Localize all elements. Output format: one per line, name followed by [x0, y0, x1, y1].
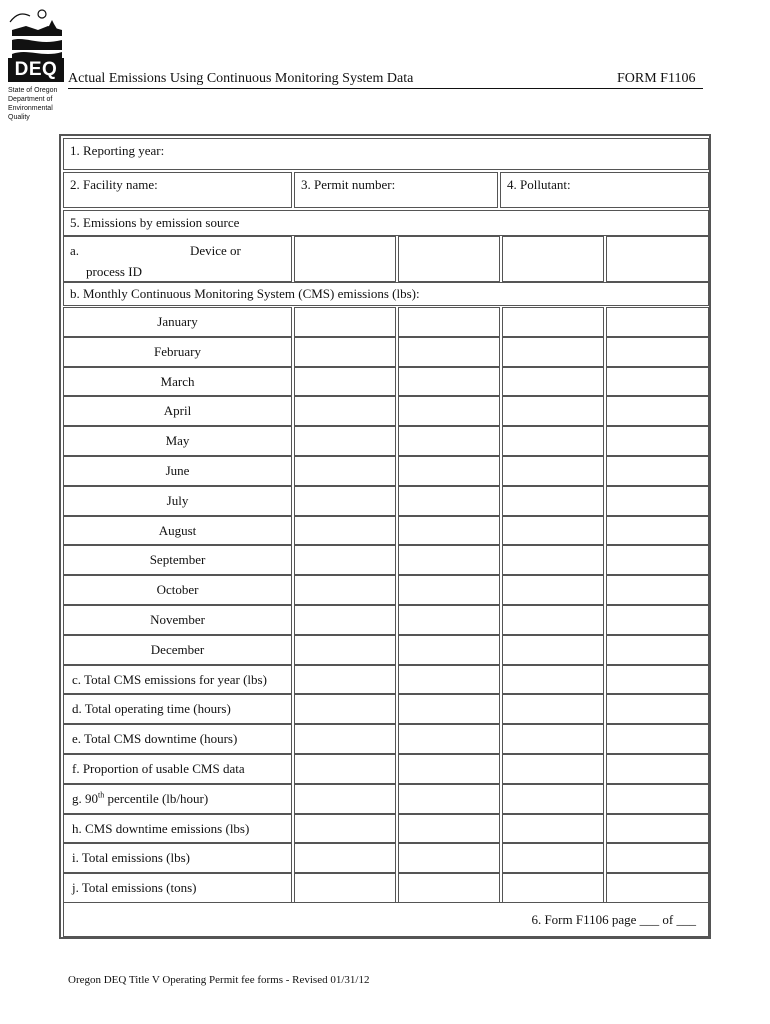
agency-line: Quality: [8, 114, 30, 121]
summary-row-label: g. 90th percentile (lb/hour): [72, 790, 209, 807]
summary-row-input[interactable]: [398, 724, 500, 754]
device-label-2: process ID: [86, 264, 142, 279]
month-row-input[interactable]: [398, 337, 500, 367]
month-row-input[interactable]: [606, 486, 709, 516]
page-count-row: [63, 902, 709, 937]
month-row-input[interactable]: [606, 575, 709, 605]
monthly-cms-label: b. Monthly Continuous Monitoring System (CMS) emissions (lbs):: [70, 286, 420, 301]
month-row-input[interactable]: [294, 545, 396, 575]
month-row: [63, 426, 292, 456]
summary-row-input[interactable]: [502, 665, 604, 695]
month-row-input[interactable]: [606, 337, 709, 367]
pollutant-field[interactable]: [500, 172, 709, 208]
summary-row-input[interactable]: [398, 665, 500, 695]
month-row-input[interactable]: [606, 635, 709, 665]
summary-row-input[interactable]: [502, 724, 604, 754]
month-row-input[interactable]: [502, 516, 604, 546]
device-id-input[interactable]: [606, 236, 709, 282]
agency-line: State of Oregon: [8, 87, 58, 94]
summary-row-input[interactable]: [502, 784, 604, 814]
summary-row-input[interactable]: [606, 814, 709, 844]
summary-row-input[interactable]: [294, 694, 396, 724]
summary-row-input[interactable]: [294, 784, 396, 814]
month-row-input[interactable]: [294, 456, 396, 486]
month-row-input[interactable]: [398, 307, 500, 337]
month-row-input[interactable]: [502, 337, 604, 367]
month-row-input[interactable]: [606, 605, 709, 635]
month-row-input[interactable]: [398, 545, 500, 575]
summary-row-input[interactable]: [502, 873, 604, 903]
summary-row-label: f. Proportion of usable CMS data: [72, 761, 245, 776]
summary-row-input[interactable]: [294, 754, 396, 784]
summary-row-label: j. Total emissions (tons): [72, 880, 197, 896]
permit-number-label: 3. Permit number:: [301, 177, 396, 192]
month-row-input[interactable]: [502, 396, 604, 426]
form-id: FORM F1106: [617, 71, 696, 86]
summary-row-input[interactable]: [606, 873, 709, 903]
month-row: [63, 307, 292, 337]
month-row-label: January: [157, 314, 198, 329]
summary-row-input[interactable]: [294, 665, 396, 695]
landscape-logo-icon: [8, 6, 64, 62]
footer-text: Oregon DEQ Title V Operating Permit fee forms - Revised 01/31/12: [68, 974, 370, 986]
month-row-label: February: [154, 343, 201, 359]
month-row-input[interactable]: [502, 575, 604, 605]
month-row-input[interactable]: [398, 516, 500, 546]
month-row-input[interactable]: [294, 635, 396, 665]
permit-number-field[interactable]: [294, 172, 498, 208]
summary-row-input[interactable]: [294, 814, 396, 844]
month-row-label: April: [163, 403, 192, 419]
month-row-input[interactable]: [606, 456, 709, 486]
month-row-input[interactable]: [398, 396, 500, 426]
summary-row-label: c. Total CMS emissions for year (lbs): [72, 671, 267, 687]
month-row-label: May: [165, 433, 190, 449]
monthly-cms-header: [63, 282, 709, 306]
month-row-input[interactable]: [398, 635, 500, 665]
month-row-input[interactable]: [398, 605, 500, 635]
month-row-input[interactable]: [606, 516, 709, 546]
month-row-input[interactable]: [294, 367, 396, 397]
summary-row-label: d. Total operating time (hours): [72, 701, 231, 717]
month-row: [63, 575, 292, 605]
month-row: [63, 367, 292, 397]
month-row-input[interactable]: [294, 426, 396, 456]
summary-row-input[interactable]: [294, 873, 396, 903]
device-id-input[interactable]: [398, 236, 500, 282]
summary-row: [63, 843, 292, 873]
summary-row-input[interactable]: [606, 665, 709, 695]
device-id-input[interactable]: [294, 236, 396, 282]
month-row-input[interactable]: [398, 367, 500, 397]
month-row-input[interactable]: [502, 545, 604, 575]
summary-row: [63, 784, 292, 814]
summary-row-input[interactable]: [502, 694, 604, 724]
month-row-input[interactable]: [294, 605, 396, 635]
month-row-input[interactable]: [294, 486, 396, 516]
device-label: Device or: [190, 243, 241, 258]
device-id-label-cell: [63, 236, 292, 282]
pollutant-label: 4. Pollutant:: [507, 177, 571, 192]
month-row-input[interactable]: [398, 456, 500, 486]
summary-row: [63, 724, 292, 754]
summary-row-input[interactable]: [294, 724, 396, 754]
summary-row-input[interactable]: [398, 843, 500, 873]
month-row-input[interactable]: [502, 456, 604, 486]
summary-row-input[interactable]: [398, 754, 500, 784]
summary-row-input[interactable]: [502, 843, 604, 873]
month-row-input[interactable]: [502, 426, 604, 456]
summary-row-input[interactable]: [398, 873, 500, 903]
month-row-input[interactable]: [502, 486, 604, 516]
device-id-input[interactable]: [502, 236, 604, 282]
summary-row-input[interactable]: [606, 724, 709, 754]
summary-row-input[interactable]: [606, 843, 709, 873]
summary-row-input[interactable]: [398, 694, 500, 724]
month-row-input[interactable]: [606, 426, 709, 456]
month-row: [63, 545, 292, 575]
month-row-label: October: [156, 582, 199, 598]
month-row: [63, 337, 292, 367]
summary-row-label: i. Total emissions (lbs): [72, 850, 191, 866]
month-row-input[interactable]: [294, 337, 396, 367]
month-row-input[interactable]: [606, 307, 709, 337]
summary-row: [63, 754, 292, 784]
deq-badge: DEQ: [8, 58, 64, 82]
agency-line: Department of: [8, 96, 53, 103]
month-row-input[interactable]: [294, 516, 396, 546]
month-row-label: July: [166, 492, 189, 508]
summary-row-input[interactable]: [398, 814, 500, 844]
summary-row-input[interactable]: [294, 843, 396, 873]
month-row-input[interactable]: [502, 307, 604, 337]
month-row-input[interactable]: [502, 367, 604, 397]
month-row-input[interactable]: [502, 635, 604, 665]
summary-row-label: e. Total CMS downtime (hours): [72, 731, 238, 747]
form-title: Actual Emissions Using Continuous Monitoring System Data: [68, 71, 414, 86]
month-row: [63, 605, 292, 635]
month-row-label: August: [158, 522, 197, 538]
month-row-input[interactable]: [398, 426, 500, 456]
month-row-input[interactable]: [398, 575, 500, 605]
header-rule: [68, 88, 703, 89]
summary-row-input[interactable]: [502, 754, 604, 784]
summary-row-label: h. CMS downtime emissions (lbs): [72, 820, 250, 836]
month-row-label: June: [165, 463, 190, 478]
month-row-input[interactable]: [606, 367, 709, 397]
summary-row-input[interactable]: [606, 694, 709, 724]
month-row-label: November: [150, 612, 205, 627]
reporting-year-label: 1. Reporting year:: [70, 143, 165, 158]
month-row-input[interactable]: [606, 545, 709, 575]
summary-row-input[interactable]: [606, 784, 709, 814]
emissions-form: [59, 134, 711, 939]
page-count-label: 6. Form F1106 page ___ of ___: [531, 912, 696, 927]
month-row-label: March: [160, 373, 195, 389]
summary-row: [63, 665, 292, 695]
agency-name: [8, 86, 68, 122]
month-row: [63, 635, 292, 665]
summary-row: [63, 814, 292, 844]
summary-row-input[interactable]: [502, 814, 604, 844]
summary-row: [63, 694, 292, 724]
section-5-label: 5. Emissions by emission source: [70, 215, 240, 230]
device-a-label: a.: [70, 243, 80, 258]
month-row: [63, 396, 292, 426]
summary-row-input[interactable]: [606, 754, 709, 784]
facility-name-field[interactable]: [63, 172, 292, 208]
month-row: [63, 486, 292, 516]
reporting-year-field[interactable]: [63, 138, 709, 170]
section-5-header: [63, 210, 709, 236]
month-row-input[interactable]: [398, 486, 500, 516]
month-row: [63, 516, 292, 546]
month-row-input[interactable]: [606, 396, 709, 426]
month-row: [63, 456, 292, 486]
month-row-input[interactable]: [294, 396, 396, 426]
month-row-input[interactable]: [502, 605, 604, 635]
month-row-input[interactable]: [294, 307, 396, 337]
month-row-input[interactable]: [294, 575, 396, 605]
month-row-label: September: [149, 552, 206, 568]
summary-row-input[interactable]: [398, 784, 500, 814]
summary-row: [63, 873, 292, 903]
facility-name-label: 2. Facility name:: [70, 177, 158, 192]
agency-line: Environmental: [8, 105, 53, 112]
month-row-label: December: [150, 641, 205, 657]
